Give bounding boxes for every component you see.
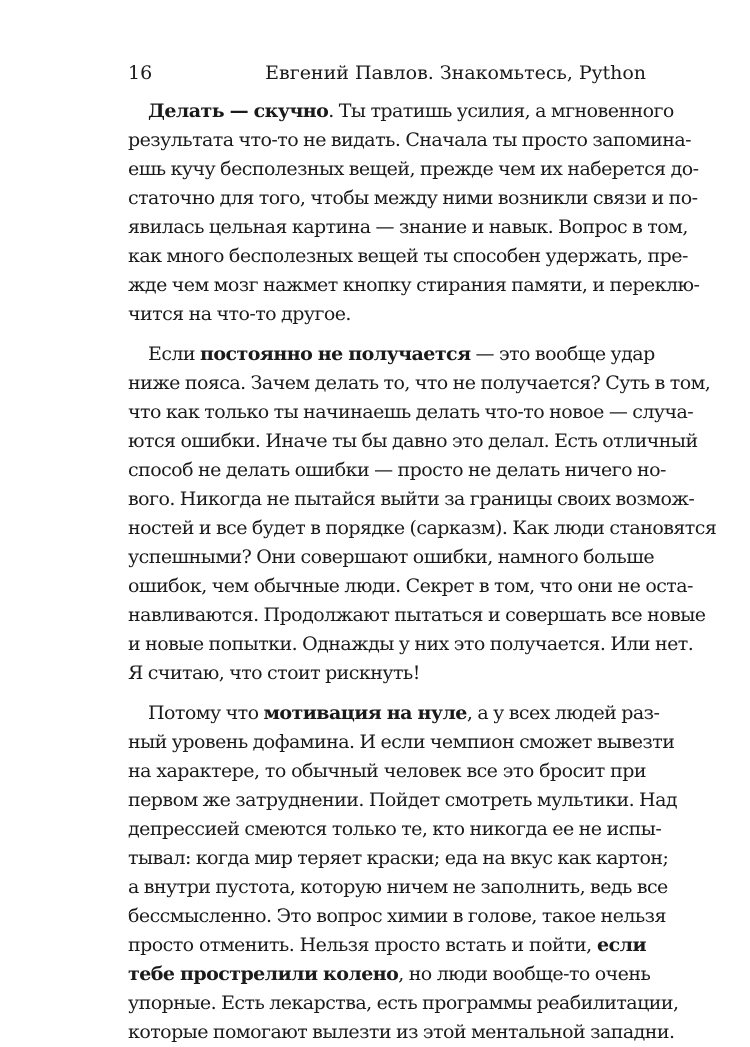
- text-line: [128, 815, 662, 844]
- text-line: [128, 97, 674, 126]
- text-line: [128, 757, 646, 786]
- paragraph: [128, 340, 717, 688]
- text-line: [128, 630, 694, 659]
- paragraph: [128, 699, 679, 1047]
- text-line: [128, 427, 698, 456]
- text-line: [128, 300, 646, 329]
- line-text: ностей и все будет в порядке (сарказм). Как люди становятся: [128, 517, 717, 539]
- line-text: ошибок, чем обычные люди. Секрет в том, что они не оста-: [128, 575, 693, 597]
- line-text: навливаются. Продолжают пытаться и совершать все новые: [128, 604, 706, 626]
- line-text: — это вообще удар: [470, 343, 655, 365]
- line-text: тывал: когда мир теряет краски; еда на вкус как картон;: [128, 847, 669, 869]
- line-text: чится на что-то другое.: [128, 303, 351, 325]
- text-line: [128, 398, 694, 427]
- emphasis-text: если: [597, 934, 646, 956]
- text-line: [128, 213, 688, 242]
- line-text: ный уровень дофамина. И если чемпион сможет вывезти: [128, 731, 675, 753]
- line-text: как много бесполезных вещей ты способен удержать, пре-: [128, 245, 688, 267]
- text-line: [128, 989, 679, 1018]
- emphasis-text: Делать — скучно: [148, 100, 329, 122]
- line-text: вого. Никогда не пытайся выйти за границы своих возмож-: [128, 488, 695, 510]
- text-line: [128, 902, 666, 931]
- text-line: [128, 456, 666, 485]
- paragraph: [128, 97, 700, 329]
- emphasis-text: постоянно не получается: [200, 343, 471, 365]
- text-line: [128, 514, 717, 543]
- line-text: жде чем мозг нажмет кнопку стирания памяти, и переклю-: [128, 274, 700, 296]
- page-header: [128, 58, 646, 88]
- line-text: результата что-то не видать. Сначала ты просто запомина-: [128, 129, 692, 151]
- line-text: упорные. Есть лекарства, есть программы реабилитации,: [128, 992, 679, 1014]
- line-text: статочно для того, чтобы между ними возникли связи и по-: [128, 187, 698, 209]
- text-line: [128, 786, 678, 815]
- line-text: бессмысленно. Это вопрос химии в голове, такое нельзя: [128, 905, 666, 927]
- text-line: [128, 960, 651, 989]
- line-text: способ не делать ошибки — просто не делать ничего но-: [128, 459, 666, 481]
- text-line: [128, 485, 695, 514]
- line-text: депрессией смеются только те, кто никогда ее не испы-: [128, 818, 662, 840]
- text-line: [128, 543, 655, 572]
- line-text: ниже пояса. Зачем делать то, что не получается? Суть в том,: [128, 372, 711, 394]
- page-body: [128, 97, 717, 1047]
- text-line: [128, 873, 668, 902]
- line-text: успешными? Они совершают ошибки, намного больше: [128, 546, 655, 568]
- text-line: [128, 155, 699, 184]
- line-text: явилась цельная картина — знание и навык. Вопрос в том,: [128, 216, 688, 238]
- line-text: которые помогают вылезти из этой ментальной западни.: [128, 1021, 675, 1043]
- line-text: Потому что: [148, 702, 264, 724]
- text-line: [128, 340, 655, 369]
- line-text: , а у всех людей раз-: [466, 702, 660, 724]
- text-line: [128, 369, 711, 398]
- text-line: [128, 601, 706, 630]
- text-line: [128, 659, 646, 688]
- line-text: просто отменить. Нельзя просто встать и пойти,: [128, 934, 598, 956]
- line-text: первом же затруднении. Пойдет смотреть мультики. Над: [128, 789, 678, 811]
- line-text: Я считаю, что стоит рискнуть!: [128, 662, 420, 684]
- line-text: а внутри пустота, которую ничем не заполнить, ведь все: [128, 876, 668, 898]
- text-line: [128, 184, 698, 213]
- text-line: [128, 844, 669, 873]
- page-number: 16: [128, 62, 153, 84]
- line-text: Если: [148, 343, 201, 365]
- text-line: [128, 728, 675, 757]
- emphasis-text: тебе прострелили колено: [128, 963, 399, 985]
- line-text: что как только ты начинаешь делать что-то новое — случа-: [128, 401, 694, 423]
- emphasis-text: мотивация на нуле: [263, 702, 467, 724]
- line-text: . Ты тратишь усилия, а мгновенного: [328, 100, 674, 122]
- running-head: Евгений Павлов. Знакомьтесь, Python: [265, 62, 646, 84]
- text-line: [128, 126, 692, 155]
- text-line: [128, 572, 693, 601]
- line-text: ются ошибки. Иначе ты бы давно это делал. Есть отличный: [128, 430, 698, 452]
- text-line: [128, 931, 646, 960]
- text-line: [128, 1018, 675, 1047]
- text-line: [128, 271, 700, 300]
- line-text: , но люди вообще-то очень: [398, 963, 651, 985]
- line-text: и новые попытки. Однажды у них это получается. Или нет.: [128, 633, 694, 655]
- text-line: [128, 699, 660, 728]
- text-line: [128, 242, 688, 271]
- line-text: на характере, то обычный человек все это бросит при: [128, 760, 646, 782]
- line-text: ешь кучу бесполезных вещей, прежде чем их наберется до-: [128, 158, 699, 180]
